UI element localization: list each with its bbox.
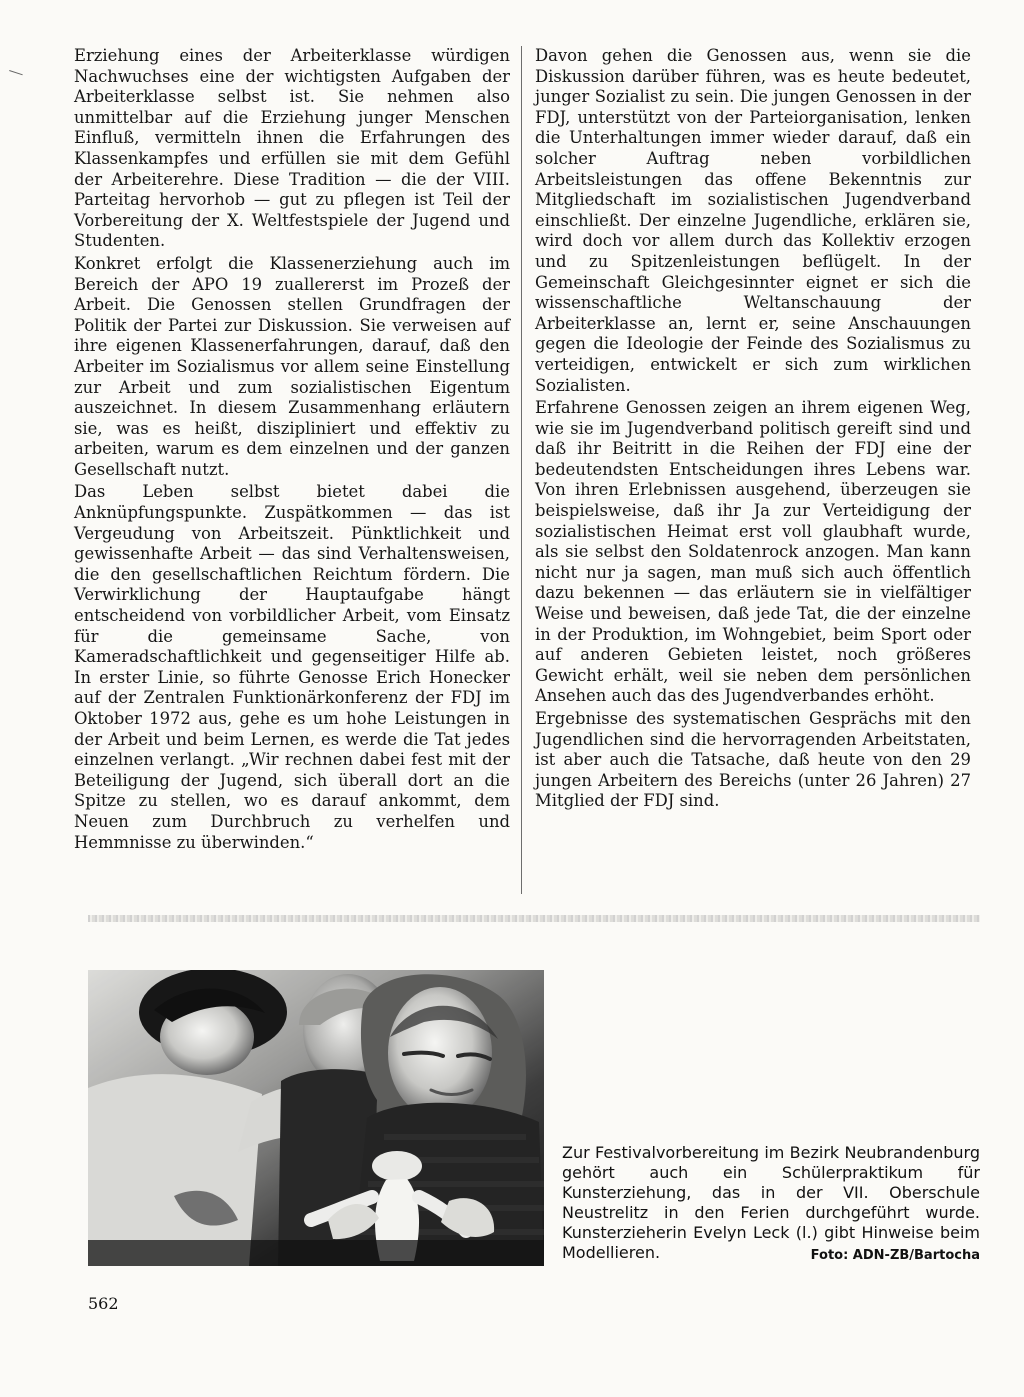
column-divider [521, 46, 522, 894]
sculpture-head [372, 1151, 422, 1181]
right-text-column [535, 46, 971, 814]
section-separator [88, 915, 980, 922]
right-paragraph-1: Davon gehen die Genossen aus, wenn sie die Diskussion darüber führen, was es heute bedeutet, junger Sozialist zu sein. Die jungen Genossen in der FDJ, unterstützt von der Parteiorganisation, lenken die Unterhaltungen immer wieder darauf, daß ein solcher Auftrag neben vorbildlichen Arbeitsleistungen das offene Bekenntnis zur Mitgliedschaft im sozialistischen Jugendverband einschließt. Der einzelne Jugendliche, erklären sie, wird doch vor allem durch das Kollektiv erzogen und zu Spitzenleistungen beflügelt. In der Gemeinschaft Gleichgesinnter eignet er sich die wissenschaftliche Weltanschauung der Arbeiterklasse an, lernt er, seine Anschauungen gegen die Ideologie der Feinde des Sozialismus zu verteidigen, entwickelt er sich zum wirklichen Sozialisten. [535, 46, 971, 395]
photo-caption: Zur Festivalvorbereitung im Bezirk Neubrandenburg gehört auch ein Schülerpraktikum für Kunsterziehung, das in der VII. Oberschule Neustrelitz in den Ferien durchgeführt wurde. Kunsterzieherin Evelyn Leck (l.) gibt Hinweise beim Modellieren. [562, 1143, 980, 1263]
worktable [88, 1240, 544, 1266]
left-paragraph-3: Das Leben selbst bietet dabei die Anknüpfungspunkte. Zuspätkommen — das ist Vergeudung von Arbeitszeit. Pünktlichkeit und gewissenhafte Arbeit — das sind Verhaltensweisen, die den gesellschaftlichen Reichtum fördern. Die Verwirklichung der Hauptaufgabe hängt entscheidend von vorbildlicher Arbeit, vom Einsatz für die gemeinsame Sache, von Kameradschaftlichkeit und gegenseitiger Hilfe ab. In erster Linie, so führte Genosse Erich Honecker auf der Zentralen Funktionärkonferenz der FDJ im Oktober 1972 aus, gehe es um hohe Leistungen in der Arbeit und beim Lernen, es werde die Tat jedes einzelnen verlangt. „Wir rechnen dabei fest mit der Beteiligung der Jugend, sich überall dort an die Spitze zu stellen, wo es darauf ankommt, dem Neuen zum Durchbruch zu verhelfen und Hemmnisse zu überwinden.“ [74, 482, 510, 852]
margin-mark [7, 70, 22, 81]
teacher-shoulder [88, 1074, 262, 1266]
left-paragraph-2: Konkret erfolgt die Klassenerziehung auch im Bereich der APO 19 zuallererst im Prozeß der Arbeit. Die Genossen stellen Grundfragen der Politik der Partei zur Diskussion. Sie verweisen auf ihre eigenen Klassenerfahrungen, darauf, daß den Arbeiter im Sozialismus vor allem seine Einstellung zur Arbeit und zum sozialistischen Eigentum auszeichnet. In diesem Zusammenhang erläutern sie, was es heißt, diszipliniert und effektiv zu arbeiten, warum es dem einzelnen und der ganzen Gesellschaft nutzt. [74, 253, 510, 479]
right-paragraph-2: Erfahrene Genossen zeigen an ihrem eigenen Weg, wie sie im Jugendverband politisch gereift sind und daß ihr Beitritt in die Reihen der FDJ eine der bedeutendsten Entscheidungen ihres Lebens war. Von ihren Erlebnissen ausgehend, überzeugen sie beispielsweise, daß ihr Ja zur Verteidigung der sozialistischen Heimat erst voll glaubhaft wurde, als sie selbst den Soldatenrock anzogen. Man kann nicht nur ja sagen, man muß sich auch öffentlich dazu bekennen — das erläutern sie in vielfältiger Weise und beweisen, daß jede Tat, die der einzelne in der Produktion, im Wohngebiet, beim Sport oder auf anderen Gebieten leistet, noch größeres Gewicht erhält, weil sie neben dem persönlichen Ansehen auch das des Jugendverbandes erhöht. [535, 398, 971, 706]
photo-illustration [88, 970, 544, 1266]
left-paragraph-1: Erziehung eines der Arbeiterklasse würdigen Nachwuchses eine der wichtigsten Aufgaben der Arbeiterklasse selbst ist. Sie nehmen also unmittelbar auf die Erziehung junger Menschen Einfluß, vermitteln ihnen die Erfahrungen des Klassenkampfes und erfüllen sie mit dem Gefühl der Arbeiterehre. Diese Tradition — die der VIII. Parteitag hervorhob — gut zu pflegen ist Teil der Vorbereitung der X. Weltfestspiele der Jugend und Studenten. [74, 46, 510, 251]
left-text-column [74, 46, 510, 855]
modeling-class-photo [88, 970, 544, 1266]
photo-credit: Foto: ADN-ZB/Bartocha [810, 1248, 980, 1263]
page-number: 562 [88, 1294, 119, 1313]
right-paragraph-3: Ergebnisse des systematischen Gesprächs mit den Jugendlichen sind die hervorragenden Arbeitstaten, ist aber auch die Tatsache, daß heute von den 29 jungen Arbeitern des Bereichs (unter 26 Jahren) 27 Mitglied der FDJ sind. [535, 709, 971, 811]
